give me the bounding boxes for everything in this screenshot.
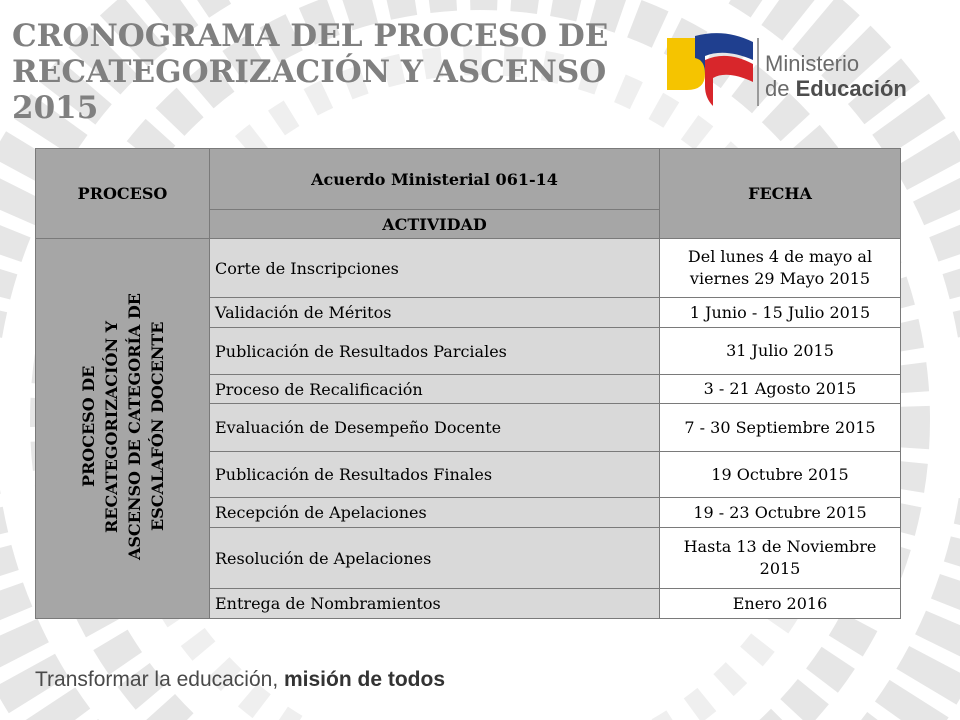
fecha-cell: Enero 2016	[660, 589, 901, 619]
title-line-1: CRONOGRAMA DEL PROCESO DE	[12, 18, 609, 54]
actividad-cell: Entrega de Nombramientos	[210, 589, 660, 619]
page-title	[12, 18, 632, 126]
actividad-cell: Resolución de Apelaciones	[210, 528, 660, 589]
slogan-regular: Transformar la educación,	[35, 668, 284, 691]
actividad-cell: Recepción de Apelaciones	[210, 498, 660, 528]
fecha-cell: 19 - 23 Octubre 2015	[660, 498, 901, 528]
fecha-line-1: Del lunes 4 de mayo al	[687, 247, 873, 266]
logo-de: de	[765, 76, 796, 101]
ministerio-logo	[665, 30, 925, 110]
proceso-vertical-text	[77, 293, 169, 560]
title-line-3: 2015	[12, 90, 99, 126]
header-proceso: PROCESO	[36, 149, 210, 239]
logo-educacion-bold: Educación	[795, 76, 907, 101]
fecha-line-2: 2015	[759, 559, 801, 578]
fecha-cell: 19 Octubre 2015	[660, 452, 901, 498]
footer-slogan	[35, 668, 445, 692]
table-header-row	[36, 149, 901, 210]
actividad-cell: Publicación de Resultados Finales	[210, 452, 660, 498]
proceso-line-4: ESCALAFÓN DOCENTE	[147, 321, 167, 532]
logo-text	[765, 52, 907, 102]
fecha-cell: 1 Junio - 15 Julio 2015	[660, 298, 901, 328]
fecha-cell	[660, 239, 901, 298]
fecha-cell: 3 - 21 Agosto 2015	[660, 375, 901, 404]
actividad-cell: Publicación de Resultados Parciales	[210, 328, 660, 375]
actividad-cell: Evaluación de Desempeño Docente	[210, 404, 660, 452]
actividad-cell: Proceso de Recalificación	[210, 375, 660, 404]
ecuador-flag-logo-icon	[665, 30, 757, 110]
actividad-cell: Validación de Méritos	[210, 298, 660, 328]
logo-educacion	[765, 76, 907, 102]
fecha-cell: 7 - 30 Septiembre 2015	[660, 404, 901, 452]
proceso-cell	[36, 239, 210, 619]
header-actividad: ACTIVIDAD	[210, 210, 660, 239]
slogan-bold: misión de todos	[284, 668, 446, 691]
proceso-line-2: RECATEGORIZACIÓN Y	[101, 320, 121, 533]
schedule-table	[35, 148, 901, 619]
actividad-cell: Corte de Inscripciones	[210, 239, 660, 298]
proceso-line-3: ASCENSO DE CATEGORÍA DE	[124, 292, 144, 561]
fecha-line-1: Hasta 13 de Noviembre	[683, 537, 877, 556]
proceso-line-1: PROCESO DE	[78, 365, 98, 488]
header-fecha: FECHA	[660, 149, 901, 239]
fecha-line-2: viernes 29 Mayo 2015	[689, 269, 871, 288]
title-line-2: RECATEGORIZACIÓN Y ASCENSO	[12, 54, 607, 90]
logo-ministerio: Ministerio	[765, 51, 860, 76]
logo-separator	[757, 38, 759, 106]
fecha-cell: 31 Julio 2015	[660, 328, 901, 375]
table-row	[36, 239, 901, 298]
header-acuerdo: Acuerdo Ministerial 061-14	[210, 149, 660, 210]
fecha-cell	[660, 528, 901, 589]
